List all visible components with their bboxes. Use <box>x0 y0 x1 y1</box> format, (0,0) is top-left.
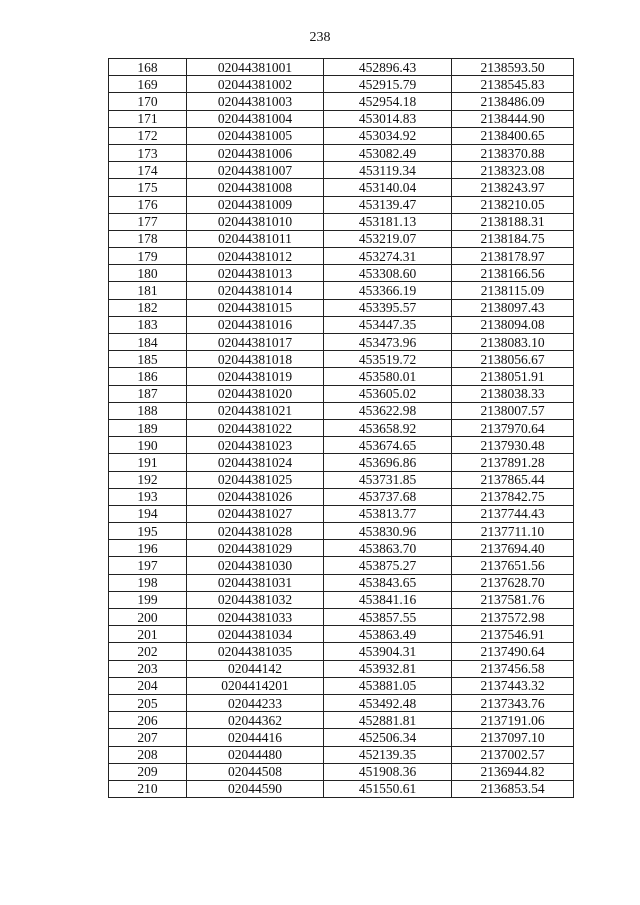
table-row <box>109 299 574 316</box>
y-coordinate-cell: 2138323.08 <box>452 162 574 179</box>
table-row <box>109 419 574 436</box>
table-row <box>109 557 574 574</box>
y-coordinate-cell: 2137842.75 <box>452 488 574 505</box>
row-number-cell: 174 <box>109 162 187 179</box>
code-cell: 02044381026 <box>187 488 324 505</box>
row-number-cell: 196 <box>109 540 187 557</box>
x-coordinate-cell: 453274.31 <box>324 248 452 265</box>
x-coordinate-cell: 452139.35 <box>324 746 452 763</box>
table-row <box>109 213 574 230</box>
x-coordinate-cell: 452881.81 <box>324 712 452 729</box>
table-row <box>109 179 574 196</box>
code-cell: 02044381031 <box>187 574 324 591</box>
y-coordinate-cell: 2138400.65 <box>452 127 574 144</box>
code-cell: 02044362 <box>187 712 324 729</box>
code-cell: 02044381007 <box>187 162 324 179</box>
table-row <box>109 643 574 660</box>
y-coordinate-cell: 2136853.54 <box>452 780 574 797</box>
table-row <box>109 454 574 471</box>
table-row <box>109 162 574 179</box>
row-number-cell: 197 <box>109 557 187 574</box>
row-number-cell: 189 <box>109 419 187 436</box>
row-number-cell: 207 <box>109 729 187 746</box>
code-cell: 02044381028 <box>187 523 324 540</box>
row-number-cell: 205 <box>109 694 187 711</box>
code-cell: 02044381023 <box>187 437 324 454</box>
y-coordinate-cell: 2138056.67 <box>452 351 574 368</box>
code-cell: 02044381024 <box>187 454 324 471</box>
row-number-cell: 178 <box>109 230 187 247</box>
row-number-cell: 186 <box>109 368 187 385</box>
table-row <box>109 265 574 282</box>
y-coordinate-cell: 2137572.98 <box>452 609 574 626</box>
y-coordinate-cell: 2138166.56 <box>452 265 574 282</box>
x-coordinate-cell: 451550.61 <box>324 780 452 797</box>
x-coordinate-cell: 453857.55 <box>324 609 452 626</box>
table-row <box>109 334 574 351</box>
x-coordinate-cell: 453863.49 <box>324 626 452 643</box>
y-coordinate-cell: 2137744.43 <box>452 505 574 522</box>
page-number: 238 <box>309 30 331 45</box>
row-number-cell: 177 <box>109 213 187 230</box>
row-number-cell: 193 <box>109 488 187 505</box>
table-row <box>109 316 574 333</box>
table-row <box>109 248 574 265</box>
code-cell: 02044381012 <box>187 248 324 265</box>
row-number-cell: 190 <box>109 437 187 454</box>
table-row <box>109 385 574 402</box>
row-number-cell: 202 <box>109 643 187 660</box>
row-number-cell: 171 <box>109 110 187 127</box>
table-row <box>109 574 574 591</box>
table-row <box>109 282 574 299</box>
x-coordinate-cell: 453932.81 <box>324 660 452 677</box>
y-coordinate-cell: 2137711.10 <box>452 523 574 540</box>
code-cell: 02044381018 <box>187 351 324 368</box>
x-coordinate-cell: 453580.01 <box>324 368 452 385</box>
row-number-cell: 180 <box>109 265 187 282</box>
row-number-cell: 204 <box>109 677 187 694</box>
code-cell: 02044381003 <box>187 93 324 110</box>
row-number-cell: 184 <box>109 334 187 351</box>
x-coordinate-cell: 453366.19 <box>324 282 452 299</box>
code-cell: 02044142 <box>187 660 324 677</box>
y-coordinate-cell: 2137456.58 <box>452 660 574 677</box>
x-coordinate-cell: 453674.65 <box>324 437 452 454</box>
y-coordinate-cell: 2137343.76 <box>452 694 574 711</box>
row-number-cell: 187 <box>109 385 187 402</box>
x-coordinate-cell: 453737.68 <box>324 488 452 505</box>
table-row <box>109 591 574 608</box>
row-number-cell: 200 <box>109 609 187 626</box>
code-cell: 02044381016 <box>187 316 324 333</box>
x-coordinate-cell: 453605.02 <box>324 385 452 402</box>
row-number-cell: 182 <box>109 299 187 316</box>
code-cell: 02044233 <box>187 694 324 711</box>
y-coordinate-cell: 2138184.75 <box>452 230 574 247</box>
y-coordinate-cell: 2137002.57 <box>452 746 574 763</box>
x-coordinate-cell: 453014.83 <box>324 110 452 127</box>
table-row <box>109 488 574 505</box>
x-coordinate-cell: 453696.86 <box>324 454 452 471</box>
y-coordinate-cell: 2137581.76 <box>452 591 574 608</box>
x-coordinate-cell: 453881.05 <box>324 677 452 694</box>
row-number-cell: 201 <box>109 626 187 643</box>
row-number-cell: 188 <box>109 402 187 419</box>
table-row <box>109 780 574 797</box>
code-cell: 02044381032 <box>187 591 324 608</box>
y-coordinate-cell: 2137651.56 <box>452 557 574 574</box>
x-coordinate-cell: 453658.92 <box>324 419 452 436</box>
y-coordinate-cell: 2137891.28 <box>452 454 574 471</box>
code-cell: 02044381014 <box>187 282 324 299</box>
y-coordinate-cell: 2138188.31 <box>452 213 574 230</box>
code-cell: 02044381011 <box>187 230 324 247</box>
y-coordinate-cell: 2138545.83 <box>452 76 574 93</box>
code-cell: 0204414201 <box>187 677 324 694</box>
y-coordinate-cell: 2137865.44 <box>452 471 574 488</box>
table-body <box>109 59 574 798</box>
y-coordinate-cell: 2137191.06 <box>452 712 574 729</box>
code-cell: 02044381008 <box>187 179 324 196</box>
table-row <box>109 523 574 540</box>
row-number-cell: 191 <box>109 454 187 471</box>
row-number-cell: 168 <box>109 59 187 76</box>
y-coordinate-cell: 2138593.50 <box>452 59 574 76</box>
table-row <box>109 59 574 76</box>
code-cell: 02044381005 <box>187 127 324 144</box>
y-coordinate-cell: 2138243.97 <box>452 179 574 196</box>
code-cell: 02044381004 <box>187 110 324 127</box>
code-cell: 02044381017 <box>187 334 324 351</box>
row-number-cell: 192 <box>109 471 187 488</box>
table-row <box>109 368 574 385</box>
x-coordinate-cell: 452954.18 <box>324 93 452 110</box>
code-cell: 02044381022 <box>187 419 324 436</box>
x-coordinate-cell: 453622.98 <box>324 402 452 419</box>
y-coordinate-cell: 2137546.91 <box>452 626 574 643</box>
code-cell: 02044381020 <box>187 385 324 402</box>
x-coordinate-cell: 453395.57 <box>324 299 452 316</box>
table-row <box>109 76 574 93</box>
row-number-cell: 199 <box>109 591 187 608</box>
row-number-cell: 172 <box>109 127 187 144</box>
y-coordinate-cell: 2136944.82 <box>452 763 574 780</box>
table-row <box>109 746 574 763</box>
row-number-cell: 210 <box>109 780 187 797</box>
table-row <box>109 763 574 780</box>
row-number-cell: 183 <box>109 316 187 333</box>
x-coordinate-cell: 453082.49 <box>324 144 452 161</box>
code-cell: 02044381013 <box>187 265 324 282</box>
row-number-cell: 198 <box>109 574 187 591</box>
table-row <box>109 505 574 522</box>
x-coordinate-cell: 452915.79 <box>324 76 452 93</box>
y-coordinate-cell: 2138007.57 <box>452 402 574 419</box>
x-coordinate-cell: 453830.96 <box>324 523 452 540</box>
code-cell: 02044381021 <box>187 402 324 419</box>
y-coordinate-cell: 2138486.09 <box>452 93 574 110</box>
x-coordinate-cell: 453863.70 <box>324 540 452 557</box>
row-number-cell: 169 <box>109 76 187 93</box>
row-number-cell: 185 <box>109 351 187 368</box>
code-cell: 02044508 <box>187 763 324 780</box>
y-coordinate-cell: 2138051.91 <box>452 368 574 385</box>
x-coordinate-cell: 453875.27 <box>324 557 452 574</box>
x-coordinate-cell: 453219.07 <box>324 230 452 247</box>
table-row <box>109 437 574 454</box>
table-row <box>109 93 574 110</box>
code-cell: 02044381010 <box>187 213 324 230</box>
x-coordinate-cell: 451908.36 <box>324 763 452 780</box>
y-coordinate-cell: 2138094.08 <box>452 316 574 333</box>
table-row <box>109 694 574 711</box>
row-number-cell: 170 <box>109 93 187 110</box>
code-cell: 02044416 <box>187 729 324 746</box>
x-coordinate-cell: 453473.96 <box>324 334 452 351</box>
table-row <box>109 351 574 368</box>
code-cell: 02044480 <box>187 746 324 763</box>
table-row <box>109 110 574 127</box>
code-cell: 02044381025 <box>187 471 324 488</box>
code-cell: 02044381019 <box>187 368 324 385</box>
y-coordinate-cell: 2138083.10 <box>452 334 574 351</box>
x-coordinate-cell: 453492.48 <box>324 694 452 711</box>
coordinates-table <box>108 58 574 798</box>
row-number-cell: 208 <box>109 746 187 763</box>
code-cell: 02044381006 <box>187 144 324 161</box>
x-coordinate-cell: 453843.65 <box>324 574 452 591</box>
table-row <box>109 712 574 729</box>
table-row <box>109 609 574 626</box>
table-row <box>109 144 574 161</box>
y-coordinate-cell: 2138444.90 <box>452 110 574 127</box>
code-cell: 02044381034 <box>187 626 324 643</box>
table-row <box>109 729 574 746</box>
table-row <box>109 626 574 643</box>
row-number-cell: 173 <box>109 144 187 161</box>
y-coordinate-cell: 2138038.33 <box>452 385 574 402</box>
x-coordinate-cell: 452506.34 <box>324 729 452 746</box>
code-cell: 02044381027 <box>187 505 324 522</box>
x-coordinate-cell: 453119.34 <box>324 162 452 179</box>
y-coordinate-cell: 2137628.70 <box>452 574 574 591</box>
y-coordinate-cell: 2138097.43 <box>452 299 574 316</box>
code-cell: 02044381035 <box>187 643 324 660</box>
row-number-cell: 195 <box>109 523 187 540</box>
x-coordinate-cell: 453447.35 <box>324 316 452 333</box>
y-coordinate-cell: 2138210.05 <box>452 196 574 213</box>
table-row <box>109 660 574 677</box>
y-coordinate-cell: 2137694.40 <box>452 540 574 557</box>
table-row <box>109 540 574 557</box>
x-coordinate-cell: 453841.16 <box>324 591 452 608</box>
table-row <box>109 402 574 419</box>
code-cell: 02044381002 <box>187 76 324 93</box>
code-cell: 02044381033 <box>187 609 324 626</box>
x-coordinate-cell: 453139.47 <box>324 196 452 213</box>
row-number-cell: 175 <box>109 179 187 196</box>
code-cell: 02044381009 <box>187 196 324 213</box>
table-row <box>109 677 574 694</box>
code-cell: 02044381030 <box>187 557 324 574</box>
row-number-cell: 206 <box>109 712 187 729</box>
row-number-cell: 209 <box>109 763 187 780</box>
y-coordinate-cell: 2137490.64 <box>452 643 574 660</box>
code-cell: 02044381015 <box>187 299 324 316</box>
y-coordinate-cell: 2138115.09 <box>452 282 574 299</box>
y-coordinate-cell: 2137970.64 <box>452 419 574 436</box>
table-row <box>109 230 574 247</box>
x-coordinate-cell: 453731.85 <box>324 471 452 488</box>
row-number-cell: 194 <box>109 505 187 522</box>
x-coordinate-cell: 453140.04 <box>324 179 452 196</box>
x-coordinate-cell: 453904.31 <box>324 643 452 660</box>
y-coordinate-cell: 2138370.88 <box>452 144 574 161</box>
table-row <box>109 127 574 144</box>
y-coordinate-cell: 2137097.10 <box>452 729 574 746</box>
row-number-cell: 203 <box>109 660 187 677</box>
code-cell: 02044381001 <box>187 59 324 76</box>
y-coordinate-cell: 2137443.32 <box>452 677 574 694</box>
code-cell: 02044590 <box>187 780 324 797</box>
x-coordinate-cell: 452896.43 <box>324 59 452 76</box>
x-coordinate-cell: 453181.13 <box>324 213 452 230</box>
x-coordinate-cell: 453308.60 <box>324 265 452 282</box>
row-number-cell: 179 <box>109 248 187 265</box>
row-number-cell: 176 <box>109 196 187 213</box>
y-coordinate-cell: 2138178.97 <box>452 248 574 265</box>
y-coordinate-cell: 2137930.48 <box>452 437 574 454</box>
table-row <box>109 196 574 213</box>
row-number-cell: 181 <box>109 282 187 299</box>
table-row <box>109 471 574 488</box>
code-cell: 02044381029 <box>187 540 324 557</box>
x-coordinate-cell: 453813.77 <box>324 505 452 522</box>
x-coordinate-cell: 453034.92 <box>324 127 452 144</box>
x-coordinate-cell: 453519.72 <box>324 351 452 368</box>
